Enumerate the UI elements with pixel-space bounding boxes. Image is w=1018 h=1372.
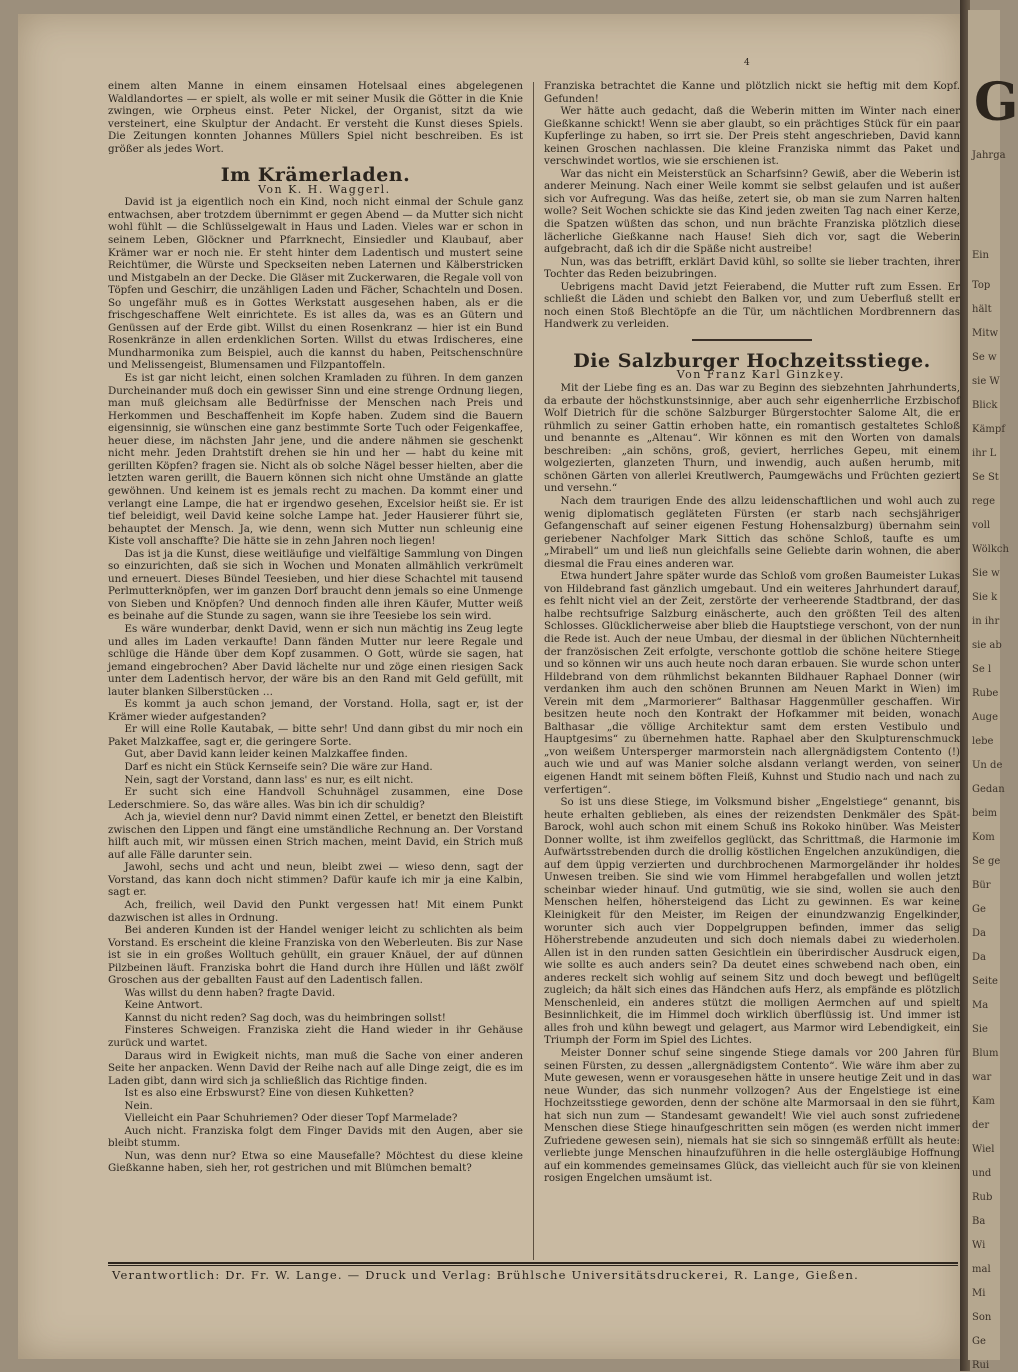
next-page-fragment: Jahrga — [972, 150, 1006, 161]
footer-rule — [108, 1262, 958, 1264]
next-page-fragment: Da — [972, 928, 986, 939]
kraemerladen-continued-paragraph: Wer hätte auch gedacht, daß die Weberin mitten im Winter nach einer Gießkanne schickt! Wenn sie aber glaubt, so ein prächtiges Stück für ein paar Kupferlinge zu haben, so irrt sie. Der Preis steht angeschrieben, David kann keinen Groschen nachlassen. Die kleine Franziska nimmt das Paket und verschwindet wortlos, wie sie erschienen ist. — [544, 105, 960, 168]
kraemerladen-paragraph: Kannst du nicht reden? Sag doch, was du heimbringen sollst! — [124, 1011, 446, 1024]
next-page-fragment: rege — [972, 496, 996, 507]
next-page-fragment: Sie — [972, 1024, 988, 1035]
imprint-footer: Verantwortlich: Dr. Fr. W. Lange. — Druck und Verlag: Brühlsche Universitätsdruckerei, R. Lange, Gießen. — [112, 1268, 859, 1282]
kraemerladen-continued-paragraph: War das nicht ein Meisterstück an Scharfsinn? Gewiß, aber die Weberin ist anderer Meinung. Nach einer Weile kommt sie selbst gelaufen und ist außer sich vor Aufregung. Was das heiße, zetert sie, ob man sie zum Narren halten wolle? Seit Wochen schickte sie das Kind jeden zweiten Tag nach einer Kerze, die Spatzen wüßten das schon, und nun brächte Franziska plötzlich diese lächerliche Gießkanne nach Hause! Sieh dich vor, sagt die Weberin aufgebracht, daß ich dir die Späße nicht austreibe! — [544, 167, 960, 256]
article-title-kraemerladen: Im Krämerladen. — [220, 164, 411, 187]
next-page-fragment: Mi — [972, 1288, 986, 1299]
next-page-fragment: Se w — [972, 352, 997, 363]
kraemerladen-paragraph: Darf es nicht ein Stück Kernseife sein? Die wäre zur Hand. — [124, 760, 433, 773]
next-page-fragment: Un de — [972, 760, 1003, 771]
kraemerladen-paragraph: David ist ja eigentlich noch ein Kind, noch nicht einmal der Schule ganz entwachsen, aber trotzdem übernimmt er gegen Abend — da Mutter sich nicht wohl fühlt — die Schlüsselgewalt in Haus und Laden. Vieles war er schon in seinem Leben, Glöckner und Pfarrknecht, Einsiedler und Klaubauf, aber Krämer war er noch nie. Er steht hinter dem Ladentisch und mustert seine Reichtümer, die Würste und Speckseiten neben Laternen und Kälberstricken und Mistgabeln an der Decke. Die Gläser mit Zuckerwaren, die Regale voll von Töpfen und Geschirr, die unzähligen Laden und Fächer, Schachteln und Dosen. So ungefähr muß es in Gottes Werkstatt ausgesehen haben, als er die frischgeschaffene Welt einrichtete. Es ist alles da, was es an Gütern und Genüssen auf der Erde gibt. Willst du einen Rosenkranz — hier ist ein Bund Rosenkränze in allen erdenklichen Sorten. Willst du etwas Irdischeres, eine Mundharmonika zum Beispiel, auch die kannst du haben, Peitschenschnüre und Melissengeist, Blumensamen und Filzpantoffeln. — [108, 196, 523, 372]
next-page-fragment: Mitw — [972, 328, 999, 339]
next-page-fragment: lebe — [972, 736, 994, 747]
next-page-fragment: Ein — [972, 250, 989, 261]
kraemerladen-continued-paragraph: Franziska betrachtet die Kanne und plötzlich nickt sie heftig mit dem Kopf. Gefunden! — [544, 80, 960, 105]
next-page-fragment: Gedan — [972, 784, 1005, 795]
next-page-fragment: Kam — [972, 1096, 995, 1107]
kraemerladen-paragraph: Jawohl, sechs und acht und neun, bleibt zwei — wieso denn, sagt der Vorstand, das kann doch nicht stimmen? Dafür kaufe ich mir ja eine Kalbin, sagt er. — [108, 861, 523, 899]
next-page-fragment: sie W — [972, 376, 1000, 387]
kraemerladen-paragraph: Es kommt ja auch schon jemand, der Vorstand. Holla, sagt er, ist der Krämer wieder aufgestanden? — [108, 698, 523, 723]
kraemerladen-paragraph: Vielleicht ein Paar Schuhriemen? Oder dieser Topf Marmelade? — [124, 1112, 458, 1125]
next-page-fragment: Top — [972, 280, 991, 291]
kraemerladen-paragraph: Ach ja, wieviel denn nur? David nimmt einen Zettel, er benetzt den Bleistift zwischen den Lippen und fängt eine umständliche Rechnung an. Der Vorstand hilft auch mit, wir müssen einen Strich machen, meint David, ein Strich muß auf alle Fälle darunter sein. — [108, 811, 523, 861]
next-page-fragment: Wiel — [972, 1144, 995, 1155]
next-page-fragment: der — [972, 1120, 990, 1131]
next-page-fragment: sie ab — [972, 640, 1002, 651]
hochzeitsstiege-paragraph: So ist uns diese Stiege, im Volksmund bisher „Engelstiege“ genannt, bis heute erhalten geblieben, als eines der reizendsten Denkmäler des Spät-Barock, wohl auch schon mit einem Schuß ins Rokoko hinüber. Was Meister Donner wollte, ist ihm zweifellos geglückt, das Schrittmaß, die Harmonie im Aufwärtsstrebenden durch die drollig köstlichen Engelchen anzukündigen, die auf dem üppig verzierten und durchbrochenen Marmorgeländer ihr holdes Unwesen treiben. Sie sind wie vom Himmel herabgefallen und wollen jetzt scheinbar wieder hinauf. Und gutmütig, wie sie sind, wollen sie auch den Menschen helfen, höhersteigend das Licht zu gewinnen. Es war keine Kleinigkeit für den Meister, im Reigen der einundzwanzig Engelkinder, worunter sich auch vier Doppelgruppen befinden, immer das selig Höherstrebende anzudeuten und sich doch niemals dabei zu wiederholen. Allen ist in den runden satten Gesichtlein ein überirdischer Ausdruck eigen, wie sollte es auch anders sein? Da deutet eines schwebend nach oben, ein anderes reckelt sich wohlig auf seinem Sitz und doch bewegt und beflügelt zugleich; da hält sich eines das Händchen aufs Herz, als empfände es plötzlich Menschenleid, ein anderes stützt die molligen Aermchen auf und spielt Besinnlichkeit, die im Himmel doch wirklich überflüssig ist. Und immer ist alles froh und kühn bewegt und gelagert, aus Marmor wird Lebendigkeit, ein Triumph der Form im Spiel des Lichtes. — [544, 796, 960, 1047]
next-page-fragment: mal — [972, 1264, 991, 1275]
kraemerladen-paragraph: Ist es also eine Erbswurst? Eine von diesen Kuhketten? — [124, 1087, 414, 1100]
hochzeitsstiege-paragraph: Mit der Liebe fing es an. Das war zu Beginn des siebzehnten Jahrhunderts, da erbaute der höchstkunstsinnige, aber auch sehr eigenherrliche Erzbischof Wolf Dietrich für die schöne Salzburger Bürgerstochter Salome Alt, die er rühmlich zu seiner Gattin erhoben hatte, ein romantisch gestaltetes Schloß und benannte es „Altenau“. Wir können es mit den Worten von damals beschreiben: „ain schöns, groß, geviert, herrliches Gepeu, mit einem wolgezierten, glanzeten Thurn, und inwendig, auch außen herumb, mit schönen Gärten von allerlei Kreutlwerch, Paumgewächs und Früchten geziert und versehn.“ — [544, 382, 960, 495]
next-page-fragment: Sie k — [972, 592, 998, 603]
kraemerladen-continued-paragraph: Nun, was das betrifft, erklärt David kühl, so sollte sie lieber trachten, ihrer Tochter das Reden beizubringen. — [544, 255, 960, 281]
kraemerladen-paragraph: Es ist gar nicht leicht, einen solchen Kramladen zu führen. In dem ganzen Durcheinander muß doch ein gewisser Sinn und eine strenge Ordnung liegen, man muß gleichsam alle Bedürfnisse der Menschen nach Preis und Herkommen und Beschaffenheit im Kopfe haben. Zudem sind die Bauern eigensinnig, sie wünschen eine ganz bestimmte Sorte Tuch oder Feigenkaffee, heuer diese, im nächsten Jahr jene, und die andere nähmen sie geschenkt nicht mehr. Jeden Drahtstift drehen sie hin und her — habt du keine mit gerillten Köpfen? fragen sie. Nicht als ob solche Nägel besser hielten, aber die letzten waren gerillt, die Bauern können sich nicht ohne Umstände an glatte gewöhnen. Und keinem ist es jemals recht zu machen. Da kommt einer und verlangt eine Lampe, die hat er irgendwo gesehen, Excelsior heißt sie. Er ist tief beleidigt, weil David keine solche Lampe hat. Jeder Hausierer führt sie, behauptet der Mensch. Ja, wie denn, wenn sich Mutter nun schleunig eine Kiste voll anschaffte? Die hätte sie in zehn Jahren noch liegen! — [108, 372, 523, 548]
article-title-hochzeitsstiege: Die Salzburger Hochzeitsstiege. — [573, 349, 931, 372]
next-page-fragment: in ihr — [972, 616, 1000, 627]
kraemerladen-paragraph: Nein. — [124, 1099, 153, 1112]
next-page-fragment: Se ge — [972, 856, 1001, 867]
hochzeitsstiege-paragraph: Meister Donner schuf seine singende Stiege damals vor 200 Jahren für seinen Fürsten, zu dessen „allergnädigstem Contento“. Wie wäre ihm aber zu Mute gewesen, wenn er vorausgesehen hätte in unsere heutige Zeit und in das neue Wunder, das sich nunmehr vollzogen? Aus der Engelstiege ist eine Hochzeitsstiege geworden, denn der schöne alte Marmorsaal in den sie führt, hat sich nun zum — Standesamt gewandelt! Wie viel auch sonst zufriedene Menschen diese Stiege hinaufgeschritten sein mögen (es werden nicht immer Zufriedene gewesen sein), niemals hat sie sich so sinngemäß erfüllt als heute: verliebte junge Menschen hinaufzuführen in die helle ostergläubige Hoffnung auf ein kommendes gemeinsames Glück, das vielleicht auch für sie von kleinen rosigen Engelchen umsäumt ist. — [544, 1047, 960, 1185]
kraemerladen-continued-paragraph: Uebrigens macht David jetzt Feierabend, die Mutter ruft zum Essen. Er schließt die Läden und schiebt den Balken vor, und zum Ueberfluß stellt er noch einen Stoß Blechtöpfe an die Tür, um nächtlichen Mordbrennern das Handwerk zu verleiden. — [544, 280, 960, 331]
kraemerladen-paragraph: Daraus wird in Ewigkeit nichts, man muß die Sache von einer anderen Seite her anpacken. Wenn David der Reihe nach auf alle Dinge zeigt, die es im Laden gibt, dann wird sich ja schließlich das Richtige finden. — [108, 1049, 523, 1087]
next-page-fragment: Bür — [972, 880, 991, 891]
next-page-fragment: Rube — [972, 688, 999, 699]
kraemerladen-paragraph: Ach, freilich, weil David den Punkt vergessen hat! Mit einem Punkt dazwischen ist alles in Ordnung. — [108, 899, 523, 924]
kraemerladen-paragraph: Nein, sagt der Vorstand, dann lass' es nur, es eilt nicht. — [124, 773, 414, 786]
footer-rule-thin — [108, 1265, 958, 1266]
kraemerladen-paragraph: Gut, aber David kann leider keinen Malzkaffee finden. — [124, 748, 408, 761]
kraemerladen-paragraph: Nun, was denn nur? Etwa so eine Mausefalle? Möchtest du diese kleine Gießkanne haben, sieh her, rot gestrichen und mit Blümchen bemalt? — [108, 1149, 523, 1175]
kraemerladen-paragraph: Keine Antwort. — [124, 999, 203, 1012]
next-page-fragment: Se St — [972, 472, 999, 483]
kraemerladen-paragraph: Es wäre wunderbar, denkt David, wenn er sich nun mächtig ins Zeug legte und alles im Laden verkaufte! Dann fänden Mutter nur leere Regale und schlüge die Hände über dem Kopf zusammen. O Gott, würde sie sagen, hat jemand eingebrochen? Aber David lächelte nur und zöge einen riesigen Sack unter dem Ladentisch hervor, der wäre bis an den Rand mit Geld gefüllt, mit lauter blanken Silberstücken … — [108, 622, 523, 698]
next-page-initial: G — [974, 72, 1018, 133]
intro-paragraph: einem alten Manne in einem einsamen Hotelsaal eines abgelegenen Waldlandortes — er spielt, als wolle er mit seiner Musik die Götter in die Knie zwingen, wie Orpheus einst. Peter Nickel, der Organist, sitzt da wie versteinert, eine Skulptur der Andacht. Er versteht die Kunst dieses Spiels. Die Zeitungen konnten Johannes Müllers Spiel nicht beschreiben. Es ist größer als jedes Wort. — [108, 80, 523, 155]
kraemerladen-paragraph: Was willst du denn haben? fragte David. — [124, 986, 336, 999]
hochzeitsstiege-paragraph: Etwa hundert Jahre später wurde das Schloß vom großen Baumeister Lukas von Hildebrand fast gänzlich umgebaut. Und ein weiteres Jahrhundert darauf, es fehlt nicht viel an der Zeit, zerstörte der verheerende Stadtbrand, der das halbe rechtsufrige Salzburg einäscherte, auch den größten Teil des alten Schlosses. Glücklicherweise aber blieb die Hauptstiege verschont, von der nun die Rede ist. Auch der neue Umbau, der diesmal in der üblichen Nüchternheit der französischen Zeit erfolgte, verschonte gottlob die schöne heitere Stiege und so können wir uns auch heute noch daran erbauen. Sie wurde schon unter Hildebrand von dem rühmlichst bekannten Bildhauer Raphael Donner (wir verdanken ihm auch den schönen Brunnen am Neuen Markt in Wien) im Verein mit dem „Marmorierer“ Balthasar Haggenmüller geschaffen. Wir besitzen heute noch den Kontrakt der Hofkammer mit beiden, wonach Balthasar „die völlige Architektur samt dem ersten Vestibulo und Hauptgesims“ zu übernehmen hatte. Raphael aber den Skulpturenschmuck „von weißem Untersperger marmorstein nach allergnädigstem Contento (!) auch wie und auf was Manier solche alsdann verlangt werden, von seiner eigenen Handt mit seinem böften Fleiß, Kuhnst und Studio nach und nach zu verfertigen“. — [544, 570, 960, 796]
next-page-fragment: beim — [972, 808, 997, 819]
hochzeitsstiege-paragraph: Nach dem traurigen Ende des allzu leidenschaftlichen und wohl auch zu wenig diplomatisch gegläteten Fürsten (er starb nach sechsjähriger Gefangenschaft auf seiner eigenen Festung Hohensalzburg) übernahm sein geriebener Nachfolger Mark Sittich das schöne Schloß, taufte es um „Mirabell“ um und ließ nun gleichfalls seine Geliebte darin wohnen, die aber diesmal die Frau eines anderen war. — [544, 494, 960, 570]
next-page-fragment: Seite — [972, 976, 998, 987]
next-page-fragment: Son — [972, 1312, 992, 1323]
next-page-fragment: Blick — [972, 400, 998, 411]
kraemerladen-paragraph: Auch nicht. Franziska folgt dem Finger Davids mit den Augen, aber sie bleibt stumm. — [108, 1124, 523, 1150]
article-byline-ginzkey: Von Franz Karl Ginzkey. — [676, 368, 845, 382]
next-page-fragment: Ma — [972, 1000, 989, 1011]
next-page-fragment: voll — [972, 520, 991, 531]
next-page-fragment: Rub — [972, 1192, 993, 1203]
right-column — [544, 80, 960, 1260]
left-column — [108, 80, 523, 1260]
next-page-fragment: Sie w — [972, 568, 1000, 579]
next-page-fragment: Kämpf — [972, 424, 1006, 435]
article-separator — [692, 339, 812, 341]
next-page-fragment: Ge — [972, 1336, 986, 1347]
next-page-fragment: Auge — [972, 712, 998, 723]
next-page-fragment: war — [972, 1072, 992, 1083]
kraemerladen-paragraph: Er sucht sich eine Handvoll Schuhnägel zusammen, eine Dose Lederschmiere. So, das wäre alles. Was bin ich dir schuldig? — [108, 786, 523, 811]
kraemerladen-paragraph: Das ist ja die Kunst, diese weitläufige und vielfältige Sammlung von Dingen so einzurichten, daß sie sich in Wochen und Monaten allmählich verkrümelt und erneuert. Dieses Bündel Teesieben, und hier diese Schachtel mit tausend Perlmutterknöpfen, wer im ganzen Dorf braucht denn jemals so eine Unmenge von Sieben und Knöpfen? Und dennoch finden alle ihren Käufer, Mutter weiß es beinahe auf die Stunde zu sagen, wann sie ihre Teesiebe los sein wird. — [108, 547, 523, 623]
article-byline-waggerl: Von K. H. Waggerl. — [257, 182, 391, 196]
next-page-fragment: und — [972, 1168, 992, 1179]
next-page-fragment: Ge — [972, 904, 986, 915]
page-number: 4 — [744, 58, 750, 68]
next-page-fragment: Wölkch — [972, 544, 1009, 555]
next-page-fragment: Ba — [972, 1216, 986, 1227]
next-page-edge — [968, 10, 1018, 1371]
kraemerladen-paragraph: Finsteres Schweigen. Franziska zieht die Hand wieder in ihr Gehäuse zurück und wartet. — [108, 1024, 523, 1050]
next-page-fragment: ihr L — [972, 448, 997, 459]
next-page-fragment: Kom — [972, 832, 995, 843]
kraemerladen-paragraph: Er will eine Rolle Kautabak, — bitte sehr! Und dann gibst du mir noch ein Paket Malzkaffee, sagt er, die geringere Sorte. — [108, 723, 523, 748]
next-page-fragment: Rui — [972, 1360, 990, 1371]
next-page-fragment: Se l — [972, 664, 992, 675]
kraemerladen-paragraph: Bei anderen Kunden ist der Handel weniger leicht zu schlichten als beim Vorstand. Es erscheint die kleine Franziska von den Weberleuten. Bis zur Nase ist sie in ein großes Wolltuch gehüllt, ein grauer Knäuel, der auf dünnen Pilzbeinen läuft. Franziska bohrt die Hand durch ihre Hüllen und läßt zwölf Groschen aus der geballten Faust auf den Ladentisch fallen. — [108, 924, 523, 987]
column-divider — [533, 82, 534, 1260]
next-page-fragment: Wi — [972, 1240, 986, 1251]
next-page-fragment: Blum — [972, 1048, 999, 1059]
next-page-fragment: Da — [972, 952, 986, 963]
next-page-fragment: hält — [972, 304, 992, 315]
